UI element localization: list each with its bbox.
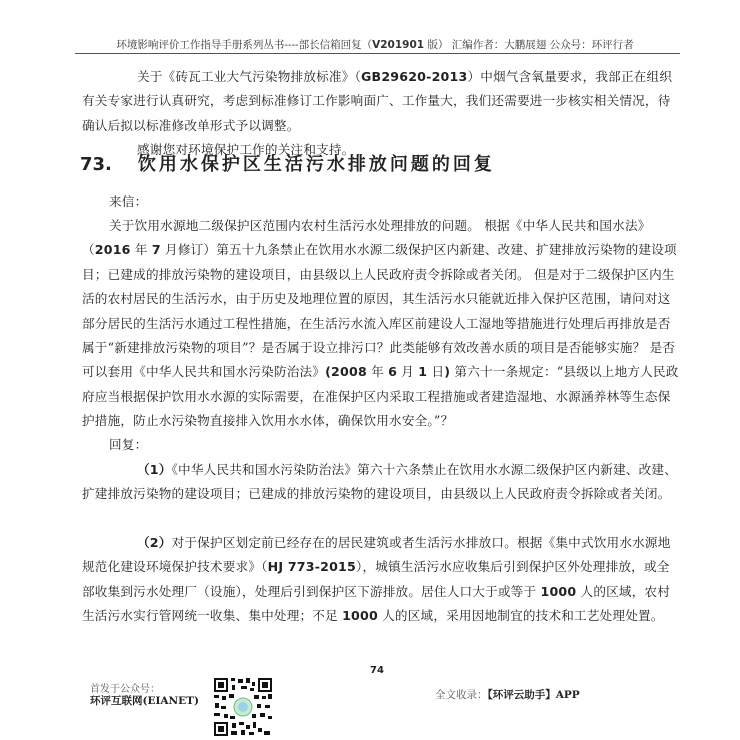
section-heading: [80, 150, 495, 176]
letter-year: 2016: [94, 242, 131, 258]
letter-text-2: 年: [130, 242, 152, 258]
letter-text-3: 月修订）第五十九条禁止在饮用水水源二级保护区内新建、改建、扩建排放污染物的建设项目；已建成的排放污染物的建设项目，由县级以上人民政府责令拆除或者关闭。 但是对于二级保护区内生活的农村居民的生活污水，由于历史及地理位置的原因，其生活污水只能就近排入保护区范围，请问对这部分居民的生活污水通过工程性措施，在生活污水流入库区前建设人工湿地等措施进行处理后再排放是否属于“新建排放污染物的项目”？是否属于设立排污口？此类能够有效改善水质的项目是否能够实施？ 是否可以套用《中华人民共和国水污染防治法》: [82, 242, 677, 380]
collected-app: 【环评云助手】APP: [487, 689, 580, 701]
thanks-paragraph: 感谢您对环境保护工作的关注和支持。: [137, 142, 355, 157]
law-day: 1: [418, 364, 428, 380]
hj-standard: HJ 773-2015: [267, 559, 356, 575]
qr-code-icon: [212, 676, 274, 738]
collected-by: [435, 687, 580, 702]
intro-paragraph: [82, 65, 682, 138]
published-label: 首发于公众号：: [90, 684, 160, 695]
header-divider: [75, 53, 680, 54]
header-text: 环境影响评价工作指导手册系列丛书----部长信箱回复（: [116, 39, 373, 51]
intro-text-b: ）中烟气含氧量要求，我部正在组织有关专家进行认真研究，考虑到标准修订工作影响面广、工作量大，我们还需要进一步核实相关情况，待确认后拟以标准修改单形式予以调整。: [82, 69, 673, 133]
section-title: 饮用水保护区生活污水排放问题的回复: [137, 154, 495, 175]
reply-point-1: [82, 458, 682, 507]
header-author: 版） 汇编作者：大鹏展翅 公众号：环评行者: [424, 39, 634, 51]
collected-label: 全文收录：: [435, 689, 488, 701]
reply-2-text-a: 对于保护区划定前已经存在的居民建筑或者生活污水排放口。根据《集中式饮用水水源地规范化建设环境保护技术要求》（: [82, 535, 671, 575]
reply-label: 回复：: [109, 437, 148, 452]
letter-text-7: 第六十一条规定：“县级以上地方人民政府应当根据保护饮用水水源的实际需要，在准保护区内采取工程措施或者建造湿地、水源涵养林等生态保护措施，防止水污染物直接排入饮用水水体，确保饮用水安全。”？: [82, 364, 679, 429]
header-version: V201901: [372, 39, 425, 51]
letter-text-6: 日: [427, 364, 445, 380]
letter-body: [82, 214, 682, 434]
running-header: [75, 37, 675, 52]
paren-close: ): [444, 364, 451, 380]
law-month: 6: [388, 364, 398, 380]
published-name: 环评互联网(EIANET): [90, 695, 199, 707]
page-number: 74: [370, 665, 384, 676]
reply-point-2: [82, 531, 682, 629]
letter-text-4: 年: [366, 364, 389, 380]
reply-1-text: 《中华人民共和国水污染防治法》第六十六条禁止在饮用水水源二级保护区内新建、改建、扩建排放污染物的建设项目；已建成的排放污染物的建设项目，由县级以上人民政府责令拆除或者关闭。: [82, 462, 678, 502]
reply-2-text-d: 人的区域，采用因地制宜的技术和工艺处理处置。: [377, 608, 664, 624]
letter-text-1: 关于饮用水源地二级保护区范围内农村生活污水处理排放的问题。 根据《中华人民共和国水法》（: [82, 218, 651, 258]
letter-label: 来信：: [109, 194, 148, 209]
reply-2-text-c: 人的区域，农村生活污水实行管网统一收集、集中处理；不足: [82, 583, 671, 624]
population-2: 1000: [342, 608, 378, 624]
section-number: 73.: [80, 154, 112, 175]
reply-2-number: （2）: [137, 535, 172, 550]
population-1: 1000: [540, 583, 577, 599]
intro-text-a: 关于《砖瓦工业大气污染物排放标准》（: [137, 69, 361, 84]
letter-month: 7: [151, 242, 161, 258]
reply-1-number: （1）: [137, 462, 172, 477]
letter-text-5: 月: [397, 364, 419, 380]
law-year: (2008: [325, 364, 367, 380]
standard-code: GB29620-2013: [361, 69, 468, 84]
reply-2-text-b: ），城镇生活污水应收集后引到保护区外处理排放，或全部收集到污水处理厂（设施），处理后引到保护区下游排放。居住人口大于或等于: [82, 559, 670, 599]
